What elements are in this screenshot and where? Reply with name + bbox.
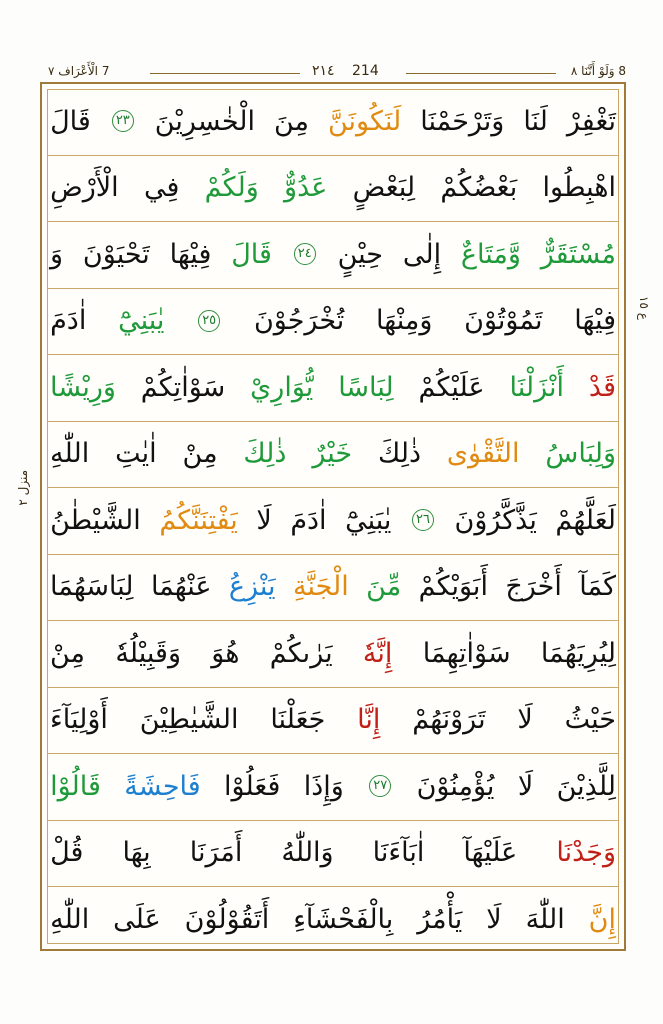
quran-word: اللّٰهِ xyxy=(50,903,90,935)
quran-word: يَفْتِنَنَّكُمُ xyxy=(159,504,238,536)
quran-word: بَعْضُكُمْ xyxy=(440,172,518,203)
quran-word: عَدُوٌّ xyxy=(284,172,328,203)
quran-word: وَاللّٰهُ xyxy=(281,837,334,868)
quran-word: وَقَبِيْلُهٗ xyxy=(115,637,181,669)
quran-word: يٰبَنِيْٓ xyxy=(118,305,165,336)
quran-word: سَوْاٰتِكُمْ xyxy=(140,371,226,403)
quran-word: يَأْمُرُ xyxy=(417,903,463,935)
quran-word: قَالَ xyxy=(50,105,91,137)
quran-word: فِي xyxy=(143,172,180,203)
quran-word: وَجَدْنَا xyxy=(556,837,616,868)
quran-word: مِنَ xyxy=(273,105,309,137)
quran-word: يَرٰىكُمْ xyxy=(269,637,333,669)
quran-word: اللّٰهَ xyxy=(525,903,565,935)
quran-word: يٰبَنِيْٓ xyxy=(345,504,392,536)
verse-line xyxy=(50,624,616,682)
line-divider xyxy=(48,554,618,555)
line-divider xyxy=(48,820,618,821)
quran-word: يَذَّكَّرُوْنَ xyxy=(454,504,537,536)
quran-word: لَعَلَّهُمْ xyxy=(555,504,616,536)
verse-line xyxy=(50,92,616,150)
quran-word: لِبَاسًا xyxy=(338,371,394,403)
line-divider xyxy=(48,221,618,222)
quran-word: أَخْرَجَ xyxy=(505,571,562,602)
quran-word: لِبَاسَهُمَا xyxy=(50,571,134,602)
quran-word: وَتَرْحَمْنَا xyxy=(420,105,505,137)
quran-word: فِيْهَا xyxy=(574,305,616,336)
verse-line xyxy=(50,890,616,948)
quran-word: اهْبِطُوا xyxy=(542,172,616,203)
line-divider xyxy=(48,487,618,488)
ayah-end-marker: ٢٦ xyxy=(412,509,434,531)
quran-word: حَيْثُ xyxy=(564,704,616,735)
quran-word: وَ xyxy=(50,238,64,270)
quran-word: مِنْ xyxy=(50,637,86,669)
quran-word: اٰيٰتِ xyxy=(115,438,157,469)
quran-word: اٰدَمَ xyxy=(290,504,327,536)
quran-word: تَرَوْنَهُمْ xyxy=(412,704,486,735)
quran-word: قُلْ xyxy=(50,837,84,868)
verse-line xyxy=(50,491,616,549)
quran-word: بِهَا xyxy=(122,837,151,868)
line-divider xyxy=(48,421,618,422)
quran-word: عَنْهُمَا xyxy=(150,571,212,602)
juz-name: 8 وَلَوْ أَنَّنَا ٨ xyxy=(570,64,626,78)
line-divider xyxy=(48,886,618,887)
verse-line xyxy=(50,425,616,483)
quran-word: قَالَ xyxy=(231,238,272,270)
quran-word: تَغْفِرْ xyxy=(566,105,616,137)
quran-word: فَاحِشَةً xyxy=(124,770,201,802)
ayah-end-marker: ٢٥ xyxy=(198,310,220,332)
line-divider xyxy=(48,687,618,688)
surah-name: 7 الْأَعْرَاف ٧ xyxy=(48,64,110,78)
quran-word: عَلَى xyxy=(113,903,161,935)
quran-word: التَّقْوٰى xyxy=(446,438,520,469)
quran-word: يُّوَارِيْ xyxy=(250,371,314,403)
ayah-end-marker: ٢٧ xyxy=(369,775,391,797)
verse-line xyxy=(50,292,616,350)
quran-word: تُخْرَجُوْنَ xyxy=(253,305,345,336)
quran-word: يَنْزِعُ xyxy=(228,571,276,602)
quran-word: لِلَّذِيْنَ xyxy=(556,770,616,802)
quran-word: مُسْتَقَرٌّ xyxy=(540,238,616,270)
quran-word: وَلِبَاسُ xyxy=(545,438,616,469)
quran-word: إِنَّا xyxy=(357,704,381,735)
quran-word: بِالْفَحْشَآءِ xyxy=(293,903,394,935)
quran-word: وَّمَتَاعٌ xyxy=(460,238,521,270)
quran-word: اٰبَآءَنَا xyxy=(372,837,425,868)
quran-word: إِنَّ xyxy=(588,903,616,935)
quran-word: تَمُوْتُوْنَ xyxy=(464,305,543,336)
quran-word: لِيُرِيَهُمَا xyxy=(540,637,616,669)
quran-word: عَلَيْهَآ xyxy=(463,837,518,868)
ruku-marker: ع ١٥ xyxy=(637,296,651,320)
line-divider xyxy=(48,155,618,156)
manzil-marker: منزل ٢ xyxy=(16,470,30,506)
quran-word: سَوْاٰتِهِمَا xyxy=(422,637,511,669)
verse-line xyxy=(50,558,616,616)
quran-word: فِيْهَا xyxy=(169,238,212,270)
quran-word: لِبَعْضٍ xyxy=(352,172,416,203)
quran-word: لَنَكُونَنَّ xyxy=(327,105,402,137)
quran-word: جَعَلْنَا xyxy=(270,704,326,735)
quran-word: لَنَا xyxy=(523,105,548,137)
verse-line xyxy=(50,159,616,217)
verse-line xyxy=(50,757,616,815)
quran-word: أَمَرَنَا xyxy=(189,837,243,868)
quran-word: يُؤْمِنُوْنَ xyxy=(416,770,495,802)
header-rule-left xyxy=(150,73,300,74)
quran-word: وَرِيْشًا xyxy=(50,371,116,403)
quran-word: لَا xyxy=(517,770,534,802)
line-divider xyxy=(48,620,618,621)
quran-word: تَحْيَوْنَ xyxy=(82,238,150,270)
quran-word: وَإِذَا xyxy=(303,770,344,802)
quran-word: إِنَّهٗ xyxy=(362,637,393,669)
quran-word: الشَّيْطٰنُ xyxy=(50,504,141,536)
quran-word: ذٰلِكَ xyxy=(243,438,287,469)
verse-line xyxy=(50,358,616,416)
line-divider xyxy=(48,288,618,289)
quran-word: الْجَنَّةِ xyxy=(292,571,349,602)
verse-line xyxy=(50,824,616,882)
quran-word: كَمَآ xyxy=(579,571,616,602)
quran-word: مِّنَ xyxy=(366,571,402,602)
quran-word: وَمِنْهَا xyxy=(376,305,433,336)
page-header xyxy=(40,62,626,84)
quran-word: اللّٰهِ xyxy=(50,438,90,469)
page-number: 214 xyxy=(352,63,379,79)
quran-word: الْخٰسِرِيْنَ xyxy=(154,105,255,137)
quran-word: إِلٰى xyxy=(402,238,442,270)
quran-word: قَدْ xyxy=(588,371,616,403)
quran-word: لَا xyxy=(486,903,502,935)
verse-line xyxy=(50,691,616,749)
quran-word: أَبَوَيْكُمْ xyxy=(418,571,488,602)
text-frame xyxy=(40,82,626,951)
verse-line xyxy=(50,225,616,283)
quran-word: أَتَقُوْلُوْنَ xyxy=(184,903,270,935)
quran-word: حِيْنٍ xyxy=(337,238,384,270)
line-divider xyxy=(48,354,618,355)
quran-word: فَعَلُوْا xyxy=(224,770,281,802)
quran-word: الْأَرْضِ xyxy=(50,172,119,203)
quran-word: أَنْزَلْنَا xyxy=(509,371,565,403)
quran-word: الشَّيٰطِيْنَ xyxy=(139,704,239,735)
ayah-end-marker: ٢٣ xyxy=(112,110,134,132)
quran-word: مِنْ xyxy=(182,438,218,469)
quran-word: أَوْلِيَآءَ xyxy=(50,704,108,735)
line-divider xyxy=(48,753,618,754)
quran-word: ذٰلِكَ xyxy=(377,438,421,469)
quran-word: وَلَكُمْ xyxy=(204,172,259,203)
ayah-end-marker: ٢٤ xyxy=(294,243,316,265)
header-rule-right xyxy=(406,73,556,74)
quran-word: عَلَيْكُمْ xyxy=(418,371,485,403)
quran-word: هُوَ xyxy=(211,637,240,669)
quran-word: لَا xyxy=(517,704,533,735)
quran-word: لَا xyxy=(256,504,272,536)
quran-word: قَالُوْا xyxy=(50,770,101,802)
page-number-arabic: ٢١٤ xyxy=(312,63,335,79)
quran-word: اٰدَمَ xyxy=(50,305,87,336)
quran-word: خَيْرٌ xyxy=(312,438,353,469)
